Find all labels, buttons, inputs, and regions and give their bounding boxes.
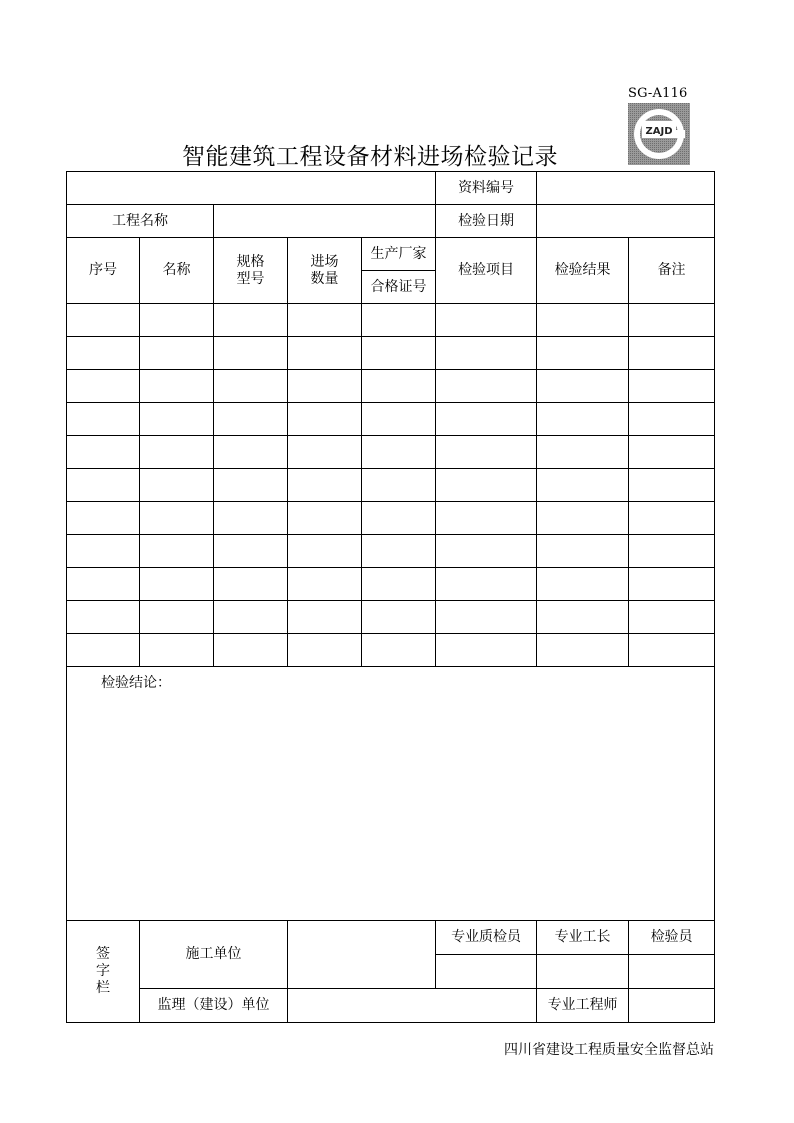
sign-section-label bbox=[67, 921, 140, 1023]
cell-remark[interactable] bbox=[629, 403, 715, 436]
cell-quantity[interactable] bbox=[288, 469, 362, 502]
table-row bbox=[67, 436, 715, 469]
cell-result[interactable] bbox=[537, 469, 629, 502]
engineer-sign-field[interactable] bbox=[629, 989, 715, 1023]
cell-item[interactable] bbox=[436, 469, 537, 502]
cell-item[interactable] bbox=[436, 502, 537, 535]
cell-remark[interactable] bbox=[629, 304, 715, 337]
cell-item[interactable] bbox=[436, 634, 537, 667]
cell-item[interactable] bbox=[436, 601, 537, 634]
table-row bbox=[67, 535, 715, 568]
svg-text:ZAJD: ZAJD bbox=[645, 126, 673, 137]
col-header-remark: 备注 bbox=[629, 238, 715, 304]
cell-name[interactable] bbox=[140, 469, 214, 502]
inspector-sign-field[interactable] bbox=[629, 955, 715, 989]
cell-seq[interactable] bbox=[67, 304, 140, 337]
cell-remark[interactable] bbox=[629, 436, 715, 469]
zajd-logo-icon bbox=[628, 103, 690, 165]
cell-manufacturer[interactable] bbox=[362, 304, 436, 337]
cell-name[interactable] bbox=[140, 535, 214, 568]
cell-seq[interactable] bbox=[67, 370, 140, 403]
cell-seq[interactable] bbox=[67, 502, 140, 535]
cell-item[interactable] bbox=[436, 436, 537, 469]
cell-spec[interactable] bbox=[214, 304, 288, 337]
cell-spec[interactable] bbox=[214, 601, 288, 634]
inspection-date-field[interactable] bbox=[537, 205, 715, 238]
cell-spec[interactable] bbox=[214, 469, 288, 502]
col-header-qty-line2: 数量 bbox=[310, 270, 339, 287]
cell-spec[interactable] bbox=[214, 370, 288, 403]
cell-name[interactable] bbox=[140, 370, 214, 403]
cell-name[interactable] bbox=[140, 634, 214, 667]
cell-name[interactable] bbox=[140, 403, 214, 436]
cell-result[interactable] bbox=[537, 337, 629, 370]
col-header-qty-line1: 进场 bbox=[310, 253, 339, 270]
conclusion-area[interactable] bbox=[67, 667, 715, 921]
cell-remark[interactable] bbox=[629, 337, 715, 370]
cell-quantity[interactable] bbox=[288, 601, 362, 634]
cell-remark[interactable] bbox=[629, 502, 715, 535]
table-row bbox=[67, 403, 715, 436]
cell-result[interactable] bbox=[537, 403, 629, 436]
foreman-label: 专业工长 bbox=[537, 921, 629, 955]
cell-spec[interactable] bbox=[214, 502, 288, 535]
cell-item[interactable] bbox=[436, 403, 537, 436]
cell-quantity[interactable] bbox=[288, 304, 362, 337]
cell-name[interactable] bbox=[140, 337, 214, 370]
cell-result[interactable] bbox=[537, 601, 629, 634]
table-row bbox=[67, 634, 715, 667]
sign-section-text: 签字栏 bbox=[96, 946, 110, 996]
cell-manufacturer[interactable] bbox=[362, 337, 436, 370]
table-row bbox=[67, 337, 715, 370]
col-header-spec-line2: 型号 bbox=[236, 270, 265, 287]
constructor-label: 施工单位 bbox=[140, 921, 288, 989]
cell-item[interactable] bbox=[436, 535, 537, 568]
page-title: 智能建筑工程设备材料进场检验记录 bbox=[182, 144, 558, 170]
cell-remark[interactable] bbox=[629, 469, 715, 502]
engineer-label: 专业工程师 bbox=[537, 989, 629, 1023]
quality-inspector-label: 专业质检员 bbox=[436, 921, 537, 955]
cell-manufacturer[interactable] bbox=[362, 436, 436, 469]
cell-spec[interactable] bbox=[214, 568, 288, 601]
cell-seq[interactable] bbox=[67, 403, 140, 436]
cell-result[interactable] bbox=[537, 502, 629, 535]
cell-remark[interactable] bbox=[629, 370, 715, 403]
cell-name[interactable] bbox=[140, 601, 214, 634]
col-header-quantity bbox=[288, 238, 362, 304]
issuer-footer: 四川省建设工程质量安全监督总站 bbox=[504, 1042, 714, 1058]
cell-result[interactable] bbox=[537, 535, 629, 568]
col-header-seq: 序号 bbox=[67, 238, 140, 304]
cell-result[interactable] bbox=[537, 436, 629, 469]
cell-seq[interactable] bbox=[67, 634, 140, 667]
cell-spec[interactable] bbox=[214, 337, 288, 370]
cell-spec[interactable] bbox=[214, 634, 288, 667]
doc-number-label: 资料编号 bbox=[436, 172, 537, 205]
project-name-field[interactable] bbox=[214, 205, 436, 238]
cell-name[interactable] bbox=[140, 502, 214, 535]
document-code: SG-A116 bbox=[628, 86, 688, 101]
cell-manufacturer[interactable] bbox=[362, 469, 436, 502]
cell-seq[interactable] bbox=[67, 568, 140, 601]
cell-manufacturer[interactable] bbox=[362, 535, 436, 568]
cell-seq[interactable] bbox=[67, 469, 140, 502]
cell-item[interactable] bbox=[436, 304, 537, 337]
project-name-label: 工程名称 bbox=[67, 205, 214, 238]
cell-item[interactable] bbox=[436, 337, 537, 370]
cell-manufacturer[interactable] bbox=[362, 601, 436, 634]
cell-result[interactable] bbox=[537, 568, 629, 601]
cell-quantity[interactable] bbox=[288, 403, 362, 436]
cell-quantity[interactable] bbox=[288, 370, 362, 403]
cell-spec[interactable] bbox=[214, 403, 288, 436]
doc-number-field[interactable] bbox=[537, 172, 715, 205]
table-row bbox=[67, 304, 715, 337]
cell-quantity[interactable] bbox=[288, 568, 362, 601]
cell-result[interactable] bbox=[537, 304, 629, 337]
cell-remark[interactable] bbox=[629, 634, 715, 667]
quality-inspector-sign-field[interactable] bbox=[436, 955, 537, 989]
cell-remark[interactable] bbox=[629, 535, 715, 568]
col-header-name: 名称 bbox=[140, 238, 214, 304]
supervisor-field[interactable] bbox=[288, 989, 537, 1023]
cell-manufacturer[interactable] bbox=[362, 502, 436, 535]
table-row bbox=[67, 502, 715, 535]
cell-quantity[interactable] bbox=[288, 502, 362, 535]
cell-spec[interactable] bbox=[214, 535, 288, 568]
table-row bbox=[67, 568, 715, 601]
cell-seq[interactable] bbox=[67, 436, 140, 469]
cell-result[interactable] bbox=[537, 370, 629, 403]
cell-name[interactable] bbox=[140, 304, 214, 337]
col-header-item: 检验项目 bbox=[436, 238, 537, 304]
col-header-spec bbox=[214, 238, 288, 304]
inspection-form bbox=[66, 171, 715, 1023]
conclusion-label: 检验结论： bbox=[101, 675, 171, 691]
cell-quantity[interactable] bbox=[288, 634, 362, 667]
supervisor-label: 监理（建设）单位 bbox=[140, 989, 288, 1023]
cell-remark[interactable] bbox=[629, 568, 715, 601]
cell-quantity[interactable] bbox=[288, 535, 362, 568]
col-header-certificate: 合格证号 bbox=[362, 271, 436, 304]
col-header-manufacturer: 生产厂家 bbox=[362, 238, 436, 271]
constructor-field[interactable] bbox=[288, 921, 436, 989]
cell-remark[interactable] bbox=[629, 601, 715, 634]
cell-manufacturer[interactable] bbox=[362, 634, 436, 667]
table-row bbox=[67, 601, 715, 634]
top-blank-field[interactable] bbox=[67, 172, 436, 205]
table-row bbox=[67, 469, 715, 502]
cell-manufacturer[interactable] bbox=[362, 568, 436, 601]
cell-name[interactable] bbox=[140, 568, 214, 601]
cell-quantity[interactable] bbox=[288, 337, 362, 370]
cell-seq[interactable] bbox=[67, 535, 140, 568]
cell-quantity[interactable] bbox=[288, 436, 362, 469]
cell-seq[interactable] bbox=[67, 337, 140, 370]
inspector-label: 检验员 bbox=[629, 921, 715, 955]
cell-item[interactable] bbox=[436, 568, 537, 601]
cell-result[interactable] bbox=[537, 634, 629, 667]
foreman-sign-field[interactable] bbox=[537, 955, 629, 989]
col-header-spec-line1: 规格 bbox=[236, 253, 265, 270]
inspection-date-label: 检验日期 bbox=[436, 205, 537, 238]
cell-item[interactable] bbox=[436, 370, 537, 403]
cell-name[interactable] bbox=[140, 436, 214, 469]
table-row bbox=[67, 370, 715, 403]
cell-manufacturer[interactable] bbox=[362, 370, 436, 403]
cell-spec[interactable] bbox=[214, 436, 288, 469]
col-header-result: 检验结果 bbox=[537, 238, 629, 304]
cell-manufacturer[interactable] bbox=[362, 403, 436, 436]
cell-seq[interactable] bbox=[67, 601, 140, 634]
